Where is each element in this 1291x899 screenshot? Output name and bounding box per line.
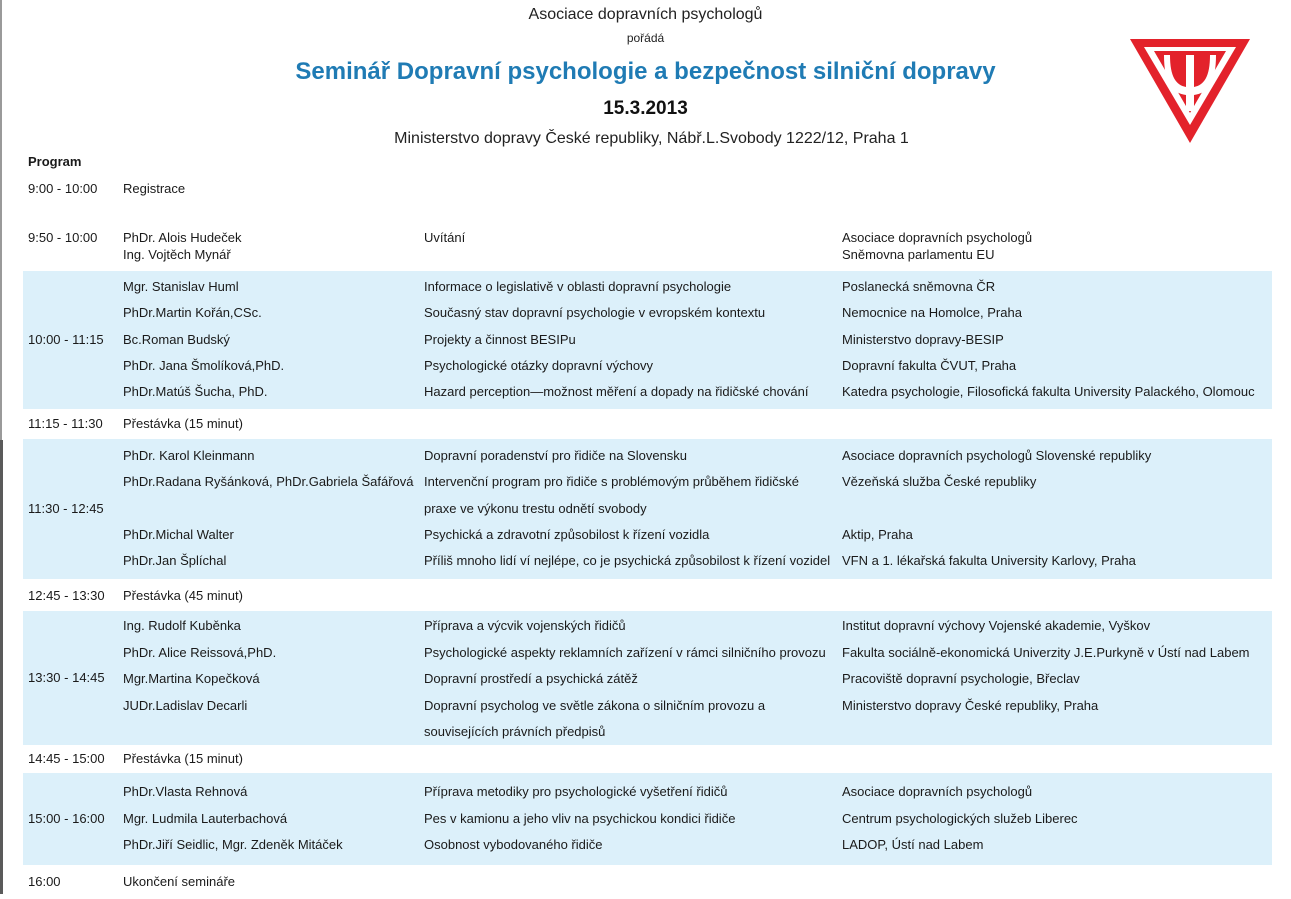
speaker-name: PhDr. Karol Kleinmann: [123, 448, 255, 463]
speaker-name: PhDr.Jiří Seidlic, Mgr. Zdeněk Mitáček: [123, 837, 343, 852]
schedule-block: [23, 175, 1272, 203]
speaker-organization: Nemocnice na Homolce, Praha: [842, 305, 1022, 321]
speaker-organization: Poslanecká sněmovna ČR: [842, 279, 996, 294]
speaker-organization: Fakulta sociálně-ekonomická Univerzity J.E.Purkyně v Ústí nad Labem: [842, 644, 1250, 660]
time-slot: 13:30 - 14:45: [28, 670, 105, 685]
speaker-organization: VFN a 1. lékařská fakulta University Karlovy, Praha: [842, 553, 1136, 569]
speaker-name: PhDr. Jana Šmolíková,PhD.: [123, 357, 285, 373]
speaker-name: PhDr.Matúš Šucha, PhD.: [123, 384, 268, 400]
talk-topic: Příliš mnoho lidí ví nejlépe, co je psychická způsobilost k řízení vozidel: [424, 553, 831, 569]
speaker-name: Přestávka (15 minut): [123, 751, 243, 766]
speaker-name: PhDr.Radana Ryšánková, PhDr.Gabriela Šafářová: [123, 474, 414, 490]
talk-topic: Příprava a výcvik vojenských řidičů: [424, 618, 626, 633]
program-schedule: [23, 175, 1272, 899]
talk-topic: praxe ve výkonu trestu odnětí svobody: [424, 500, 647, 516]
time-slot: 12:45 - 13:30: [28, 588, 105, 603]
schedule-block: [23, 205, 1272, 271]
talk-topic: Psychologické aspekty reklamních zařízení v rámci silničního provozu: [424, 644, 826, 660]
speaker-name: PhDr.Vlasta Rehnová: [123, 784, 248, 799]
speaker-organization: Katedra psychologie, Filosofická fakulta University Palackého, Olomouc: [842, 384, 1255, 400]
speaker-organization: Pracoviště dopravní psychologie, Břeclav: [842, 671, 1080, 686]
schedule-block: [23, 439, 1272, 579]
seminar-date: 15.3.2013: [603, 98, 688, 119]
talk-topic: Pes v kamionu a jeho vliv na psychickou kondici řidiče: [424, 810, 736, 826]
organizer-subtitle: pořádá: [626, 31, 665, 45]
speaker-name: Ing. Vojtěch Mynář: [123, 247, 231, 262]
speaker-organization: Asociace dopravních psychologů: [842, 784, 1033, 799]
speaker-name: Bc.Roman Budský: [123, 331, 230, 347]
speaker-organization: Asociace dopravních psychologů: [842, 230, 1033, 245]
speaker-organization: Vězeňská služba České republiky: [842, 474, 1037, 490]
organizer-name: Asociace dopravních psychologů: [528, 6, 763, 23]
talk-topic: Intervenční program pro řidiče s problémovým průběhem řidičské: [424, 474, 799, 490]
schedule-block: [23, 579, 1272, 611]
speaker-organization: Sněmovna parlamentu EU: [842, 247, 995, 262]
speaker-organization: Asociace dopravních psychologů Slovenské republiky: [842, 448, 1152, 463]
time-slot: 9:00 - 10:00: [28, 181, 98, 196]
speaker-name: JUDr.Ladislav Decarli: [123, 697, 248, 713]
talk-topic: Psychologické otázky dopravní výchovy: [424, 357, 654, 373]
talk-topic: Psychická a zdravotní způsobilost k řízení vozidla: [424, 526, 710, 542]
talk-topic: Hazard perception—možnost měření a dopady na řidičské chování: [424, 384, 809, 400]
talk-topic: Osobnost vybodovaného řidiče: [424, 837, 603, 852]
speaker-name: PhDr.Martin Kořán,CSc.: [123, 305, 262, 321]
talk-topic: Projekty a činnost BESIPu: [424, 331, 576, 347]
program-label: Program: [28, 154, 82, 169]
schedule-block: [23, 611, 1272, 745]
talk-topic: Informace o legislativě v oblasti dopravní psychologie: [424, 279, 732, 294]
speaker-name: PhDr.Jan Šplíchal: [123, 553, 227, 569]
seminar-venue: Ministerstvo dopravy České republiky, Nábř.L.Svobody 1222/12, Praha 1: [394, 130, 909, 147]
schedule-block: [23, 409, 1272, 439]
speaker-organization: Ministerstvo dopravy České republiky, Praha: [842, 697, 1099, 713]
schedule-block: [23, 773, 1272, 865]
speaker-organization: Centrum psychologických služeb Liberec: [842, 810, 1078, 826]
talk-topic: Příprava metodiky pro psychologické vyšetření řidičů: [424, 784, 728, 799]
speaker-name: Přestávka (45 minut): [123, 588, 243, 603]
speaker-name: PhDr. Alice Reissová,PhD.: [123, 644, 277, 660]
speaker-name: Mgr.Martina Kopečková: [123, 671, 260, 686]
speaker-name: Mgr. Stanislav Huml: [123, 279, 239, 294]
time-slot: 11:15 - 11:30: [28, 416, 103, 431]
speaker-name: PhDr.Michal Walter: [123, 526, 234, 542]
talk-topic: Současný stav dopravní psychologie v evropském kontextu: [424, 305, 766, 321]
time-slot: 16:00: [28, 874, 61, 889]
talk-topic: souvisejících právních předpisů: [424, 724, 606, 739]
time-slot: 11:30 - 12:45: [28, 501, 104, 516]
time-slot: 10:00 - 11:15: [28, 332, 104, 347]
schedule-block: [23, 271, 1272, 409]
talk-topic: Dopravní psycholog ve světle zákona o silničním provozu a: [424, 697, 766, 713]
speaker-name: Přestávka (15 minut): [123, 416, 243, 431]
schedule-block: [23, 745, 1272, 773]
speaker-organization: Aktip, Praha: [842, 526, 913, 542]
speaker-organization: Ministerstvo dopravy-BESIP: [842, 331, 1004, 347]
talk-topic: Dopravní prostředí a psychická zátěž: [424, 671, 638, 686]
seminar-title: Seminář Dopravní psychologie a bezpečnost silniční dopravy: [295, 58, 996, 85]
speaker-name: Ing. Rudolf Kuběnka: [123, 618, 241, 633]
talk-topic: Uvítání: [424, 230, 466, 245]
speaker-organization: Institut dopravní výchovy Vojenské akademie, Vyškov: [842, 618, 1151, 633]
speaker-organization: LADOP, Ústí nad Labem: [842, 837, 984, 852]
speaker-name: Registrace: [123, 181, 186, 196]
speaker-organization: Dopravní fakulta ČVUT, Praha: [842, 357, 1017, 373]
time-slot: 14:45 - 15:00: [28, 751, 105, 766]
talk-topic: Dopravní poradenství pro řidiče na Slovensku: [424, 448, 688, 463]
speaker-name: Ukončení semináře: [123, 874, 235, 889]
time-slot: 9:50 - 10:00: [28, 230, 98, 245]
speaker-name: Mgr. Ludmila Lauterbachová: [123, 810, 288, 826]
page-edge-dark: [0, 440, 3, 894]
speaker-name: PhDr. Alois Hudeček: [123, 230, 242, 245]
time-slot: 15:00 - 16:00: [28, 811, 105, 826]
psi-triangle-logo-icon: [1128, 37, 1252, 145]
